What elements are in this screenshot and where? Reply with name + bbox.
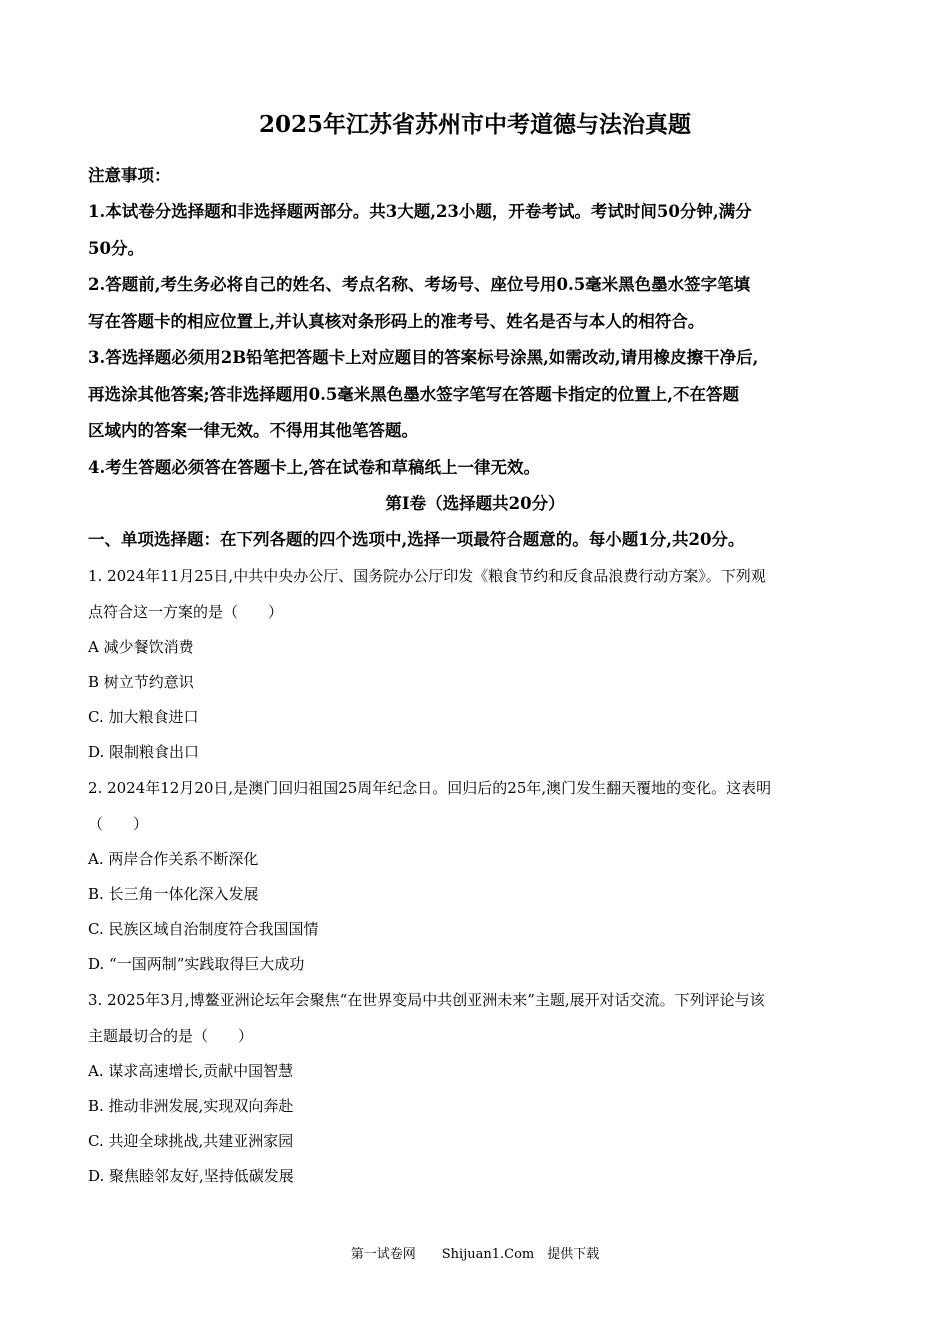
notice-line: 2.答题前,考生务必将自己的姓名、考点名称、考场号、座位号用0.5毫米黑色墨水签字笔填 — [88, 275, 751, 294]
notice-line: 4.考生答题必须答在答题卡上,答在试卷和草稿纸上一律无效。 — [88, 458, 540, 477]
question-stem: 3. 2025年3月,博鳌亚洲论坛年会聚焦“在世界变局中共创亚洲未来”主题,展开对话交流。下列评论与该 — [88, 991, 765, 1009]
question-option: C. 民族区域自治制度符合我国国情 — [88, 920, 319, 938]
notice-heading: 注意事项： — [88, 166, 171, 185]
question-stem: 2. 2024年12月20日,是澳门回归祖国25周年纪念日。回归后的25年,澳门发生翻天覆地的变化。这表明 — [88, 779, 772, 797]
notice-line: 再选涂其他答案;答非选择题用0.5毫米黑色墨水签字笔写在答题卡指定的位置上,不在答题 — [88, 385, 740, 404]
notice-line: 3.答选择题必须用2B铅笔把答题卡上对应题目的答案标号涂黑,如需改动,请用橡皮擦干净后, — [88, 348, 759, 367]
question-option: C. 共迎全球挑战,共建亚洲家园 — [88, 1132, 294, 1150]
question-option: B. 推动非洲发展,实现双向奔赴 — [88, 1097, 294, 1115]
question-option: A. 两岸合作关系不断深化 — [88, 850, 259, 868]
question-option: A 减少餐饮消费 — [88, 638, 194, 656]
page-footer: 第一试卷网 Shijuan1.Com 提供下载 — [350, 1247, 600, 1262]
page-title: 2025年江苏省苏州市中考道德与法治真题 — [258, 111, 691, 138]
notice-line: 1.本试卷分选择题和非选择题两部分。共3大题,23小题，开卷考试。考试时间50分钟,满分 — [88, 202, 752, 221]
question-stem: 1. 2024年11月25日,中共中央办公厅、国务院办公厅印发《粮食节约和反食品浪费行动方案》。下列观 — [88, 567, 766, 585]
question-option: C. 加大粮食进口 — [88, 708, 199, 726]
question-option: A. 谋求高速增长,贡献中国智慧 — [88, 1062, 294, 1080]
question-option: B. 长三角一体化深入发展 — [88, 885, 259, 903]
question-option: D. 限制粮食出口 — [88, 743, 200, 761]
notice-line: 区域内的答案一律无效。不得用其他笔答题。 — [88, 421, 418, 440]
question-option: B 树立节约意识 — [88, 673, 194, 691]
part-heading: 一、单项选择题：在下列各题的四个选项中,选择一项最符合题意的。每小题1分,共20分。 — [88, 530, 745, 549]
question-option: D. 聚焦睦邻友好,坚持低碳发展 — [88, 1167, 294, 1185]
section-title: 第I卷（选择题共20分） — [385, 494, 565, 513]
question-option: D. “一国两制”实践取得巨大成功 — [88, 955, 305, 973]
question-stem: 主题最切合的是（ ） — [88, 1027, 254, 1045]
notice-line: 50分。 — [88, 239, 144, 258]
question-stem: 点符合这一方案的是（ ） — [88, 603, 284, 621]
question-stem: （ ） — [88, 815, 149, 833]
notice-line: 写在答题卡的相应位置上,并认真核对条形码上的准考号、姓名是否与本人的相符合。 — [88, 312, 705, 331]
